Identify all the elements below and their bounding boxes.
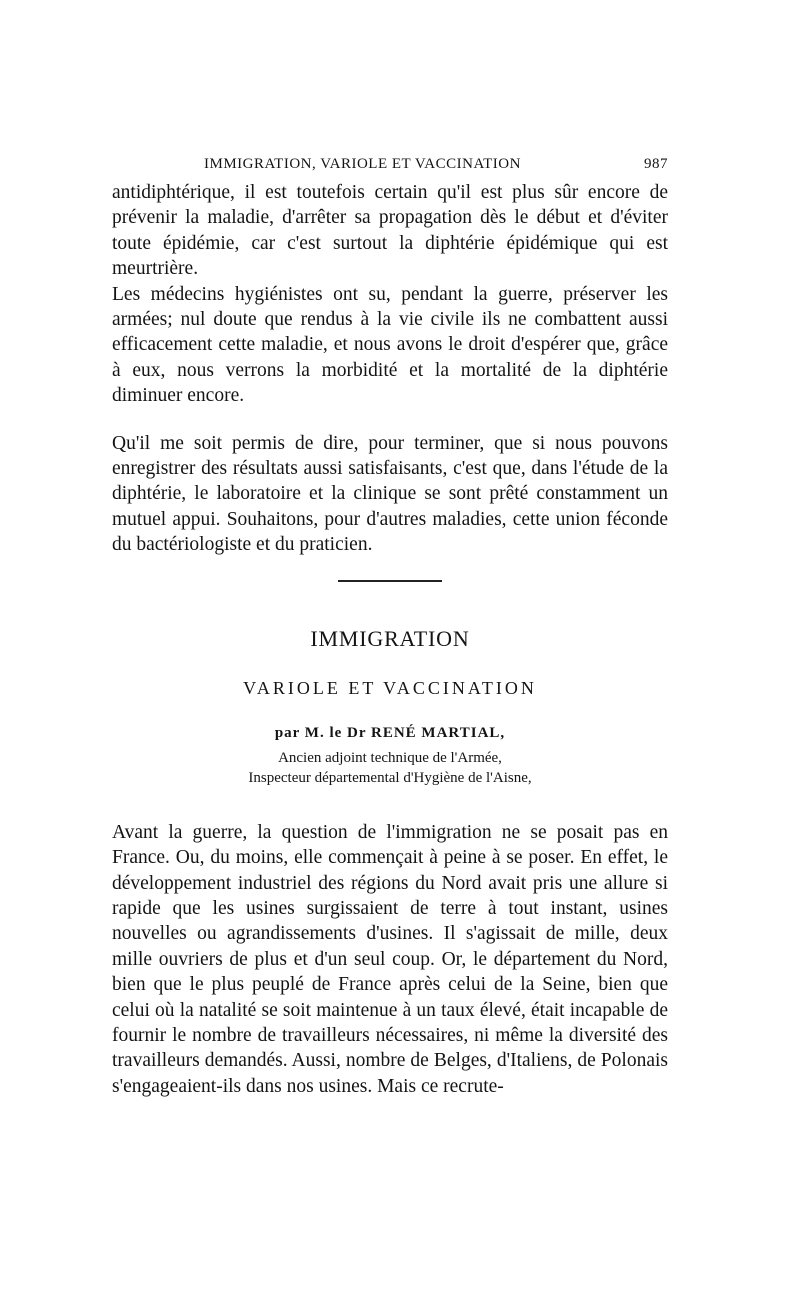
article-title: IMMIGRATION: [310, 625, 470, 651]
running-head-title: IMMIGRATION, VARIOLE ET VACCINATION: [204, 156, 521, 172]
affiliation-line-1: Ancien adjoint technique de l'Armée,: [278, 749, 502, 766]
article-byline: par M. le Dr RENÉ MARTIAL,: [274, 724, 506, 741]
author-affiliation: [112, 748, 668, 788]
paragraph-conclusion: Qu'il me soit permis de dire, pour terminer, que si nous pouvons enregistrer des résultats aussi satisfaisants, c'est que, dans l'étude de la diphtérie, le laboratoire et la clinique se sont prêté constamment un mutuel appui. Souhaitons, pour d'autres maladies, cette union féconde du bactériologiste et du praticien.: [112, 432, 668, 556]
section-divider: [338, 580, 442, 582]
paragraph-immigration-intro: Avant la guerre, la question de l'immigration ne se posait pas en France. Ou, du moins, elle commençait à peine à se poser. En effet, le développement industriel des régions du Nord avait pris une allure si rapide que les usines surgissaient de terre à tout instant, usines nouvelles ou agrandissements d'usines. Il s'agissait de mille, deux mille ouvriers de plus et d'un seul coup. Or, le département du Nord, bien que le plus peuplé de France après celui de la Seine, bien que celui où la natalité se soit maintenue à un taux élevé, était incapable de fournir le nombre de travailleurs nécessaires, ni même la diversité des travailleurs demandés. Aussi, nombre de Belges, d'Italiens, de Polonais s'engageaient-ils dans nos usines. Mais ce recrute-: [112, 821, 668, 1097]
running-head: [112, 150, 668, 180]
document-page: [112, 150, 668, 1099]
page-number: 987: [644, 156, 668, 172]
paragraph-hygienists: Les médecins hygiénistes ont su, pendant la guerre, préserver les armées; nul doute que rendus à la vie civile ils ne combattent aussi efficacement cette maladie, et nous avons le droit d'espérer que, grâce à eux, nous verrons la morbidité et la mortalité de la diphtérie diminuer encore.: [112, 283, 668, 407]
paragraph-continuation: antidiphtérique, il est toutefois certain qu'il est plus sûr encore de prévenir la maladie, d'arrêter sa propagation dès le début et d'éviter toute épidémie, car c'est surtout la diphtérie épidémique qui est meurtrière.: [112, 182, 668, 280]
affiliation-line-2: Inspecteur départemental d'Hygiène de l'Aisne,: [248, 769, 532, 786]
article-subtitle: VARIOLE ET VACCINATION: [243, 677, 537, 698]
